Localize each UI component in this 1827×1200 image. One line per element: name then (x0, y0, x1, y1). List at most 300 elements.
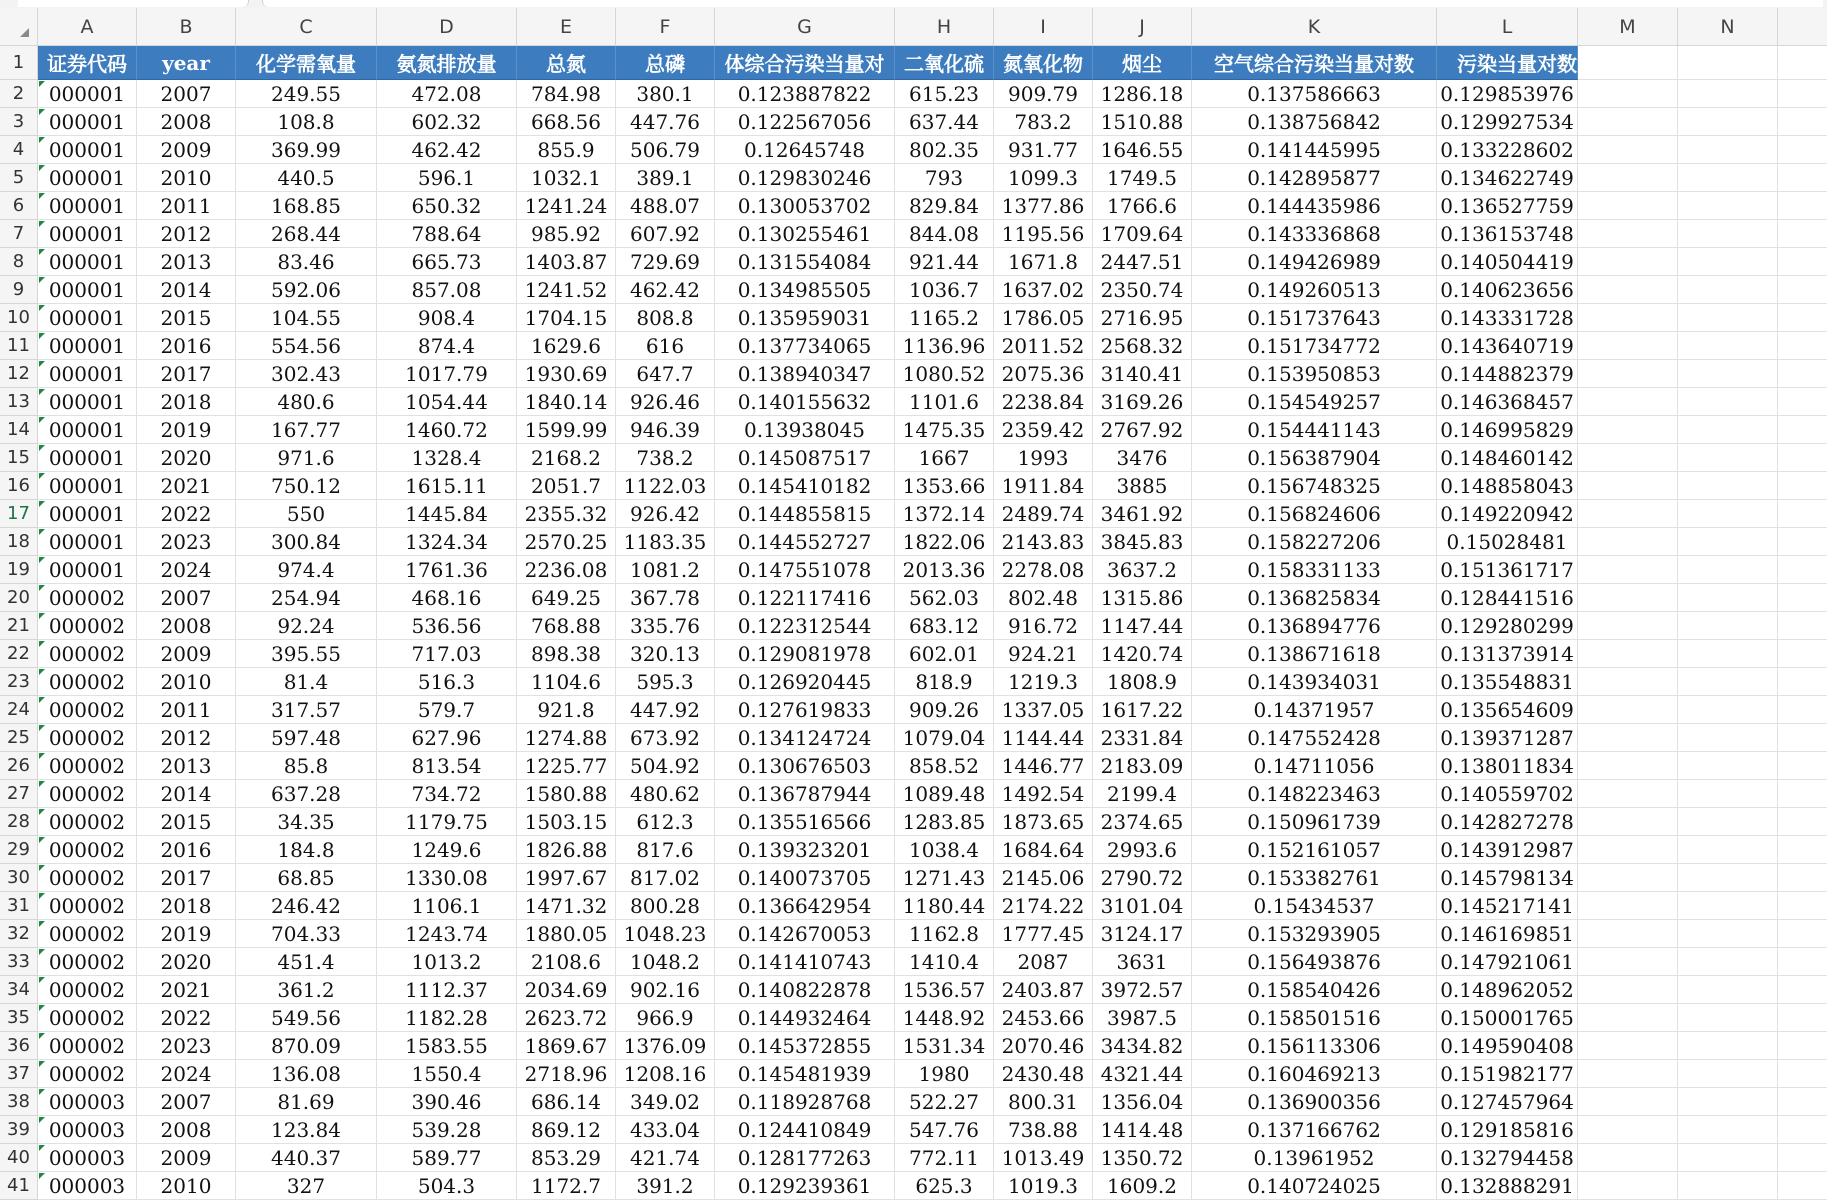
table-cell[interactable] (1778, 416, 1827, 444)
table-cell[interactable]: 0.129185816 (1437, 1116, 1578, 1144)
table-cell[interactable]: 1761.36 (377, 556, 517, 584)
table-cell[interactable]: 000001 (38, 360, 137, 388)
table-cell[interactable]: 0.143336868 (1192, 220, 1437, 248)
table-cell[interactable]: 2015 (137, 808, 236, 836)
table-cell[interactable]: 1410.4 (895, 948, 994, 976)
table-cell[interactable]: 1182.28 (377, 1004, 517, 1032)
table-cell[interactable]: 2236.08 (517, 556, 616, 584)
row-header[interactable]: 27 (0, 780, 38, 808)
column-header[interactable] (1778, 8, 1827, 46)
table-cell[interactable]: 2022 (137, 500, 236, 528)
table-cell[interactable] (1578, 1088, 1678, 1116)
table-cell[interactable]: 1993 (994, 444, 1093, 472)
table-cell[interactable]: 1446.77 (994, 752, 1093, 780)
table-cell[interactable] (1778, 752, 1827, 780)
table-cell[interactable]: 784.98 (517, 80, 616, 108)
table-cell[interactable]: 167.77 (236, 416, 377, 444)
table-cell[interactable]: 1249.6 (377, 836, 517, 864)
table-cell[interactable]: 317.57 (236, 696, 377, 724)
table-cell[interactable]: 380.1 (616, 80, 715, 108)
table-cell[interactable]: 433.04 (616, 1116, 715, 1144)
table-cell[interactable]: 2016 (137, 332, 236, 360)
row-header[interactable]: 19 (0, 556, 38, 584)
table-cell[interactable] (1578, 220, 1678, 248)
table-cell[interactable]: 2355.32 (517, 500, 616, 528)
table-cell[interactable]: 0.140073705 (715, 864, 895, 892)
table-cell[interactable]: 596.1 (377, 164, 517, 192)
table-cell[interactable]: 2021 (137, 472, 236, 500)
table-cell[interactable]: 844.08 (895, 220, 994, 248)
table-cell[interactable]: 504.3 (377, 1172, 517, 1200)
table-cell[interactable]: 0.145217141 (1437, 892, 1578, 920)
table-cell[interactable] (1578, 500, 1678, 528)
table-cell[interactable]: 1826.88 (517, 836, 616, 864)
table-cell[interactable]: 1315.86 (1093, 584, 1192, 612)
table-cell[interactable]: 607.92 (616, 220, 715, 248)
table-cell[interactable]: 2023 (137, 1032, 236, 1060)
table-cell[interactable]: 2087 (994, 948, 1093, 976)
table-cell[interactable]: 1038.4 (895, 836, 994, 864)
row-header[interactable]: 39 (0, 1116, 38, 1144)
table-cell[interactable]: 0.128177263 (715, 1144, 895, 1172)
header-cell[interactable]: 化学需氧量 (236, 46, 377, 80)
table-cell[interactable]: 0.142827278 (1437, 808, 1578, 836)
table-cell[interactable]: 592.06 (236, 276, 377, 304)
table-cell[interactable]: 0.145481939 (715, 1060, 895, 1088)
table-cell[interactable]: 2017 (137, 864, 236, 892)
column-header[interactable]: F (616, 8, 715, 46)
table-cell[interactable]: 1377.86 (994, 192, 1093, 220)
table-cell[interactable]: 0.131373914 (1437, 640, 1578, 668)
table-cell[interactable]: 817.6 (616, 836, 715, 864)
table-cell[interactable]: 440.5 (236, 164, 377, 192)
table-cell[interactable]: 547.76 (895, 1116, 994, 1144)
table-cell[interactable]: 0.143331728 (1437, 304, 1578, 332)
table-cell[interactable] (1778, 164, 1827, 192)
table-cell[interactable]: 818.9 (895, 668, 994, 696)
table-cell[interactable]: 000002 (38, 1032, 137, 1060)
table-cell[interactable] (1778, 556, 1827, 584)
table-cell[interactable] (1578, 332, 1678, 360)
header-cell[interactable] (1578, 46, 1678, 80)
table-cell[interactable]: 0.150961739 (1192, 808, 1437, 836)
table-cell[interactable] (1678, 640, 1778, 668)
table-cell[interactable] (1578, 640, 1678, 668)
table-cell[interactable] (1778, 360, 1827, 388)
table-cell[interactable]: 2013.36 (895, 556, 994, 584)
table-cell[interactable] (1578, 920, 1678, 948)
table-cell[interactable]: 2011.52 (994, 332, 1093, 360)
table-cell[interactable] (1578, 360, 1678, 388)
table-cell[interactable] (1778, 780, 1827, 808)
table-cell[interactable]: 0.135654609 (1437, 696, 1578, 724)
row-header[interactable]: 14 (0, 416, 38, 444)
table-cell[interactable]: 0.136527759 (1437, 192, 1578, 220)
table-cell[interactable] (1678, 1004, 1778, 1032)
table-cell[interactable]: 2008 (137, 1116, 236, 1144)
table-cell[interactable]: 855.9 (517, 136, 616, 164)
table-cell[interactable]: 391.2 (616, 1172, 715, 1200)
table-cell[interactable] (1578, 724, 1678, 752)
table-cell[interactable]: 1328.4 (377, 444, 517, 472)
table-cell[interactable]: 184.8 (236, 836, 377, 864)
table-cell[interactable] (1678, 248, 1778, 276)
table-cell[interactable] (1678, 1088, 1778, 1116)
table-cell[interactable]: 1684.64 (994, 836, 1093, 864)
table-cell[interactable] (1578, 528, 1678, 556)
table-cell[interactable]: 916.72 (994, 612, 1093, 640)
table-cell[interactable]: 0.13961952 (1192, 1144, 1437, 1172)
table-cell[interactable]: 2568.32 (1093, 332, 1192, 360)
table-cell[interactable]: 1081.2 (616, 556, 715, 584)
column-header[interactable]: J (1093, 8, 1192, 46)
row-header[interactable]: 16 (0, 472, 38, 500)
table-cell[interactable]: 1283.85 (895, 808, 994, 836)
table-cell[interactable] (1778, 1004, 1827, 1032)
table-cell[interactable]: 1241.52 (517, 276, 616, 304)
table-cell[interactable]: 2024 (137, 1060, 236, 1088)
table-cell[interactable]: 1448.92 (895, 1004, 994, 1032)
table-cell[interactable]: 2014 (137, 780, 236, 808)
table-cell[interactable] (1778, 948, 1827, 976)
table-cell[interactable] (1678, 360, 1778, 388)
table-cell[interactable]: 2013 (137, 248, 236, 276)
table-cell[interactable]: 516.3 (377, 668, 517, 696)
table-cell[interactable]: 1048.2 (616, 948, 715, 976)
table-cell[interactable]: 2017 (137, 360, 236, 388)
table-cell[interactable]: 924.21 (994, 640, 1093, 668)
table-cell[interactable]: 0.126920445 (715, 668, 895, 696)
table-cell[interactable] (1578, 276, 1678, 304)
table-cell[interactable]: 0.134124724 (715, 724, 895, 752)
table-cell[interactable]: 1550.4 (377, 1060, 517, 1088)
table-cell[interactable]: 2108.6 (517, 948, 616, 976)
table-cell[interactable]: 1445.84 (377, 500, 517, 528)
row-header[interactable]: 6 (0, 192, 38, 220)
table-cell[interactable] (1578, 1004, 1678, 1032)
column-header[interactable]: D (377, 8, 517, 46)
table-cell[interactable] (1578, 416, 1678, 444)
table-cell[interactable]: 612.3 (616, 808, 715, 836)
table-cell[interactable] (1578, 164, 1678, 192)
table-cell[interactable]: 686.14 (517, 1088, 616, 1116)
table-cell[interactable]: 1353.66 (895, 472, 994, 500)
table-cell[interactable] (1678, 556, 1778, 584)
table-cell[interactable]: 000001 (38, 556, 137, 584)
table-cell[interactable] (1678, 920, 1778, 948)
table-cell[interactable]: 1617.22 (1093, 696, 1192, 724)
table-cell[interactable]: 1420.74 (1093, 640, 1192, 668)
table-cell[interactable]: 1183.35 (616, 528, 715, 556)
table-cell[interactable]: 874.4 (377, 332, 517, 360)
table-cell[interactable]: 2011 (137, 192, 236, 220)
header-cell[interactable] (1678, 46, 1778, 80)
table-cell[interactable]: 921.44 (895, 248, 994, 276)
table-cell[interactable]: 853.29 (517, 1144, 616, 1172)
table-cell[interactable]: 1104.6 (517, 668, 616, 696)
table-cell[interactable] (1678, 1172, 1778, 1200)
table-cell[interactable] (1678, 80, 1778, 108)
table-cell[interactable]: 1330.08 (377, 864, 517, 892)
table-cell[interactable]: 2007 (137, 1088, 236, 1116)
table-cell[interactable]: 0.136900356 (1192, 1088, 1437, 1116)
table-cell[interactable]: 589.77 (377, 1144, 517, 1172)
row-header[interactable]: 23 (0, 668, 38, 696)
table-cell[interactable]: 000001 (38, 276, 137, 304)
table-cell[interactable]: 2075.36 (994, 360, 1093, 388)
row-header[interactable]: 26 (0, 752, 38, 780)
table-cell[interactable]: 168.85 (236, 192, 377, 220)
table-cell[interactable]: 647.7 (616, 360, 715, 388)
table-cell[interactable] (1778, 1088, 1827, 1116)
table-cell[interactable]: 000003 (38, 1144, 137, 1172)
table-cell[interactable]: 650.32 (377, 192, 517, 220)
row-header[interactable]: 29 (0, 836, 38, 864)
table-cell[interactable]: 1013.2 (377, 948, 517, 976)
table-cell[interactable]: 000003 (38, 1172, 137, 1200)
table-cell[interactable]: 0.122312544 (715, 612, 895, 640)
table-cell[interactable]: 2350.74 (1093, 276, 1192, 304)
table-cell[interactable]: 0.156824606 (1192, 500, 1437, 528)
table-cell[interactable]: 802.48 (994, 584, 1093, 612)
table-cell[interactable]: 0.147551078 (715, 556, 895, 584)
table-cell[interactable]: 0.138940347 (715, 360, 895, 388)
table-cell[interactable]: 000002 (38, 1004, 137, 1032)
table-cell[interactable]: 0.136825834 (1192, 584, 1437, 612)
table-cell[interactable]: 597.48 (236, 724, 377, 752)
table-cell[interactable]: 0.140623656 (1437, 276, 1578, 304)
table-cell[interactable]: 1510.88 (1093, 108, 1192, 136)
table-cell[interactable]: 1350.72 (1093, 1144, 1192, 1172)
table-cell[interactable]: 1840.14 (517, 388, 616, 416)
table-cell[interactable] (1578, 752, 1678, 780)
table-cell[interactable]: 000001 (38, 248, 137, 276)
table-cell[interactable]: 34.35 (236, 808, 377, 836)
table-cell[interactable]: 1583.55 (377, 1032, 517, 1060)
select-all-corner[interactable] (0, 8, 38, 46)
table-cell[interactable]: 2023 (137, 528, 236, 556)
table-cell[interactable] (1778, 220, 1827, 248)
table-cell[interactable]: 0.129239361 (715, 1172, 895, 1200)
table-cell[interactable]: 857.08 (377, 276, 517, 304)
table-cell[interactable]: 2014 (137, 276, 236, 304)
table-cell[interactable]: 902.16 (616, 976, 715, 1004)
row-header[interactable]: 38 (0, 1088, 38, 1116)
table-cell[interactable]: 602.01 (895, 640, 994, 668)
table-cell[interactable] (1778, 864, 1827, 892)
table-cell[interactable]: 1704.15 (517, 304, 616, 332)
table-cell[interactable]: 0.149590408 (1437, 1032, 1578, 1060)
table-cell[interactable] (1778, 332, 1827, 360)
table-cell[interactable]: 625.3 (895, 1172, 994, 1200)
table-cell[interactable]: 0.160469213 (1192, 1060, 1437, 1088)
row-header[interactable]: 40 (0, 1144, 38, 1172)
table-cell[interactable]: 2374.65 (1093, 808, 1192, 836)
table-cell[interactable]: 2018 (137, 892, 236, 920)
table-cell[interactable]: 2012 (137, 220, 236, 248)
table-cell[interactable]: 1980 (895, 1060, 994, 1088)
table-cell[interactable]: 813.54 (377, 752, 517, 780)
table-cell[interactable]: 0.149220942 (1437, 500, 1578, 528)
table-cell[interactable]: 000002 (38, 724, 137, 752)
table-cell[interactable]: 1243.74 (377, 920, 517, 948)
table-cell[interactable]: 327 (236, 1172, 377, 1200)
table-cell[interactable]: 0.149426989 (1192, 248, 1437, 276)
table-cell[interactable]: 1749.5 (1093, 164, 1192, 192)
table-cell[interactable] (1578, 556, 1678, 584)
table-cell[interactable] (1578, 780, 1678, 808)
table-cell[interactable]: 320.13 (616, 640, 715, 668)
table-cell[interactable]: 0.144855815 (715, 500, 895, 528)
table-cell[interactable]: 1997.67 (517, 864, 616, 892)
table-cell[interactable]: 268.44 (236, 220, 377, 248)
table-cell[interactable] (1778, 836, 1827, 864)
table-cell[interactable]: 2489.74 (994, 500, 1093, 528)
table-cell[interactable]: 000002 (38, 640, 137, 668)
table-cell[interactable]: 554.56 (236, 332, 377, 360)
row-header[interactable]: 3 (0, 108, 38, 136)
table-cell[interactable] (1778, 304, 1827, 332)
table-cell[interactable]: 3972.57 (1093, 976, 1192, 1004)
table-cell[interactable]: 717.03 (377, 640, 517, 668)
header-cell[interactable]: year (137, 46, 236, 80)
header-cell[interactable]: 空气综合污染当量对数 (1192, 46, 1437, 80)
table-cell[interactable]: 1147.44 (1093, 612, 1192, 640)
table-cell[interactable]: 1880.05 (517, 920, 616, 948)
table-cell[interactable]: 2453.66 (994, 1004, 1093, 1032)
table-cell[interactable] (1778, 136, 1827, 164)
column-header[interactable]: C (236, 8, 377, 46)
table-cell[interactable] (1678, 808, 1778, 836)
row-header[interactable]: 37 (0, 1060, 38, 1088)
table-cell[interactable]: 1079.04 (895, 724, 994, 752)
table-cell[interactable]: 361.2 (236, 976, 377, 1004)
header-cell[interactable]: 总氮 (517, 46, 616, 80)
table-cell[interactable]: 2015 (137, 304, 236, 332)
table-cell[interactable]: 1356.04 (1093, 1088, 1192, 1116)
table-cell[interactable]: 2331.84 (1093, 724, 1192, 752)
table-cell[interactable]: 0.129081978 (715, 640, 895, 668)
table-cell[interactable]: 668.56 (517, 108, 616, 136)
table-cell[interactable]: 395.55 (236, 640, 377, 668)
table-cell[interactable]: 2430.48 (994, 1060, 1093, 1088)
table-cell[interactable]: 1195.56 (994, 220, 1093, 248)
table-cell[interactable]: 909.79 (994, 80, 1093, 108)
table-cell[interactable]: 0.14711056 (1192, 752, 1437, 780)
sheet-tab[interactable] (262, 0, 1823, 7)
table-cell[interactable]: 2143.83 (994, 528, 1093, 556)
table-cell[interactable]: 549.56 (236, 1004, 377, 1032)
table-cell[interactable] (1678, 668, 1778, 696)
table-cell[interactable]: 000001 (38, 388, 137, 416)
row-header[interactable]: 34 (0, 976, 38, 1004)
column-header[interactable]: B (137, 8, 236, 46)
table-cell[interactable]: 462.42 (616, 276, 715, 304)
table-cell[interactable] (1678, 864, 1778, 892)
table-cell[interactable]: 3169.26 (1093, 388, 1192, 416)
table-cell[interactable] (1578, 892, 1678, 920)
table-cell[interactable]: 808.8 (616, 304, 715, 332)
table-cell[interactable] (1578, 696, 1678, 724)
table-cell[interactable]: 1671.8 (994, 248, 1093, 276)
header-cell[interactable]: 污染当量对数 (1437, 46, 1578, 80)
table-cell[interactable] (1578, 948, 1678, 976)
table-cell[interactable] (1678, 192, 1778, 220)
header-cell[interactable]: 二氧化硫 (895, 46, 994, 80)
table-cell[interactable]: 2009 (137, 136, 236, 164)
table-cell[interactable]: 468.16 (377, 584, 517, 612)
table-cell[interactable]: 254.94 (236, 584, 377, 612)
table-cell[interactable]: 750.12 (236, 472, 377, 500)
table-cell[interactable]: 000002 (38, 976, 137, 1004)
table-cell[interactable]: 772.11 (895, 1144, 994, 1172)
table-cell[interactable]: 0.144882379 (1437, 360, 1578, 388)
table-cell[interactable]: 136.08 (236, 1060, 377, 1088)
table-cell[interactable]: 1101.6 (895, 388, 994, 416)
table-cell[interactable]: 249.55 (236, 80, 377, 108)
table-cell[interactable]: 1271.43 (895, 864, 994, 892)
table-cell[interactable] (1778, 976, 1827, 1004)
header-cell[interactable] (1778, 46, 1827, 80)
table-cell[interactable]: 000002 (38, 1060, 137, 1088)
table-cell[interactable] (1778, 920, 1827, 948)
table-cell[interactable]: 858.52 (895, 752, 994, 780)
table-cell[interactable]: 2019 (137, 416, 236, 444)
table-cell[interactable]: 985.92 (517, 220, 616, 248)
table-cell[interactable]: 2403.87 (994, 976, 1093, 1004)
table-cell[interactable]: 3845.83 (1093, 528, 1192, 556)
table-cell[interactable]: 616 (616, 332, 715, 360)
table-cell[interactable]: 0.127619833 (715, 696, 895, 724)
table-cell[interactable]: 2070.46 (994, 1032, 1093, 1060)
table-cell[interactable] (1778, 696, 1827, 724)
table-cell[interactable]: 0.149260513 (1192, 276, 1437, 304)
table-cell[interactable] (1778, 1032, 1827, 1060)
table-cell[interactable]: 4321.44 (1093, 1060, 1192, 1088)
table-cell[interactable]: 000001 (38, 416, 137, 444)
row-header[interactable]: 22 (0, 640, 38, 668)
table-cell[interactable]: 0.148962052 (1437, 976, 1578, 1004)
table-cell[interactable]: 627.96 (377, 724, 517, 752)
table-cell[interactable]: 0.158227206 (1192, 528, 1437, 556)
table-cell[interactable]: 0.151737643 (1192, 304, 1437, 332)
table-cell[interactable]: 000001 (38, 500, 137, 528)
table-cell[interactable]: 1777.45 (994, 920, 1093, 948)
table-cell[interactable]: 0.141445995 (1192, 136, 1437, 164)
row-header[interactable]: 1 (0, 46, 38, 80)
table-cell[interactable]: 504.92 (616, 752, 715, 780)
table-cell[interactable]: 829.84 (895, 192, 994, 220)
table-cell[interactable]: 683.12 (895, 612, 994, 640)
table-cell[interactable]: 0.158331133 (1192, 556, 1437, 584)
table-cell[interactable]: 108.8 (236, 108, 377, 136)
table-cell[interactable]: 793 (895, 164, 994, 192)
table-cell[interactable]: 2024 (137, 556, 236, 584)
table-cell[interactable]: 1869.67 (517, 1032, 616, 1060)
table-cell[interactable] (1778, 80, 1827, 108)
table-cell[interactable]: 2034.69 (517, 976, 616, 1004)
table-cell[interactable]: 000002 (38, 836, 137, 864)
table-cell[interactable]: 0.122117416 (715, 584, 895, 612)
table-cell[interactable]: 0.136153748 (1437, 220, 1578, 248)
table-cell[interactable]: 649.25 (517, 584, 616, 612)
table-cell[interactable]: 000001 (38, 136, 137, 164)
table-cell[interactable]: 0.147552428 (1192, 724, 1437, 752)
row-header[interactable]: 11 (0, 332, 38, 360)
table-cell[interactable]: 0.135516566 (715, 808, 895, 836)
table-cell[interactable] (1578, 1032, 1678, 1060)
table-cell[interactable]: 0.14371957 (1192, 696, 1437, 724)
